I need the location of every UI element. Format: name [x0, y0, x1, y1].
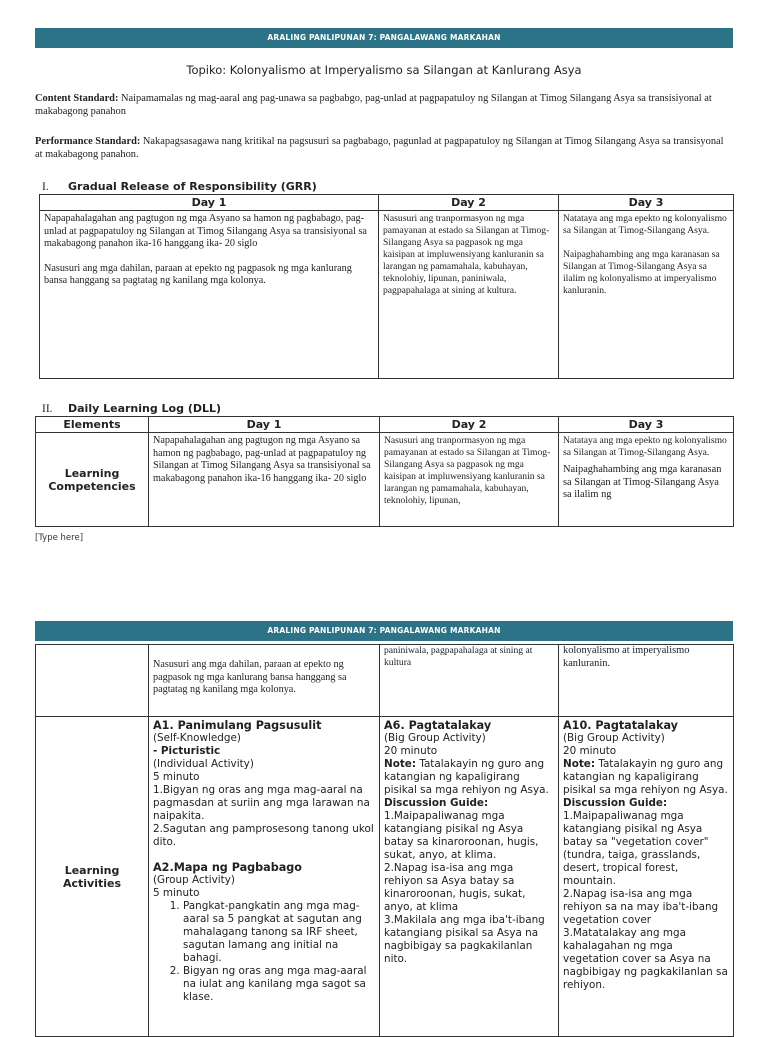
dll-header-elements: Elements [36, 417, 149, 433]
note-text: Tatalakayin ng guro ang katangian ng kapaligirang pisikal sa mga rehiyon ng Asya. [384, 758, 549, 796]
grr-header-day3: Day 3 [559, 195, 734, 211]
section-title: Gradual Release of Responsibility (GRR) [68, 180, 317, 193]
footer-placeholder: [Type here] [35, 533, 84, 543]
content-standard [35, 92, 733, 118]
page-title: Topiko: Kolonyalismo at Imperyalismo sa Silangan at Kanlurang Asya [186, 63, 582, 77]
activities-table [35, 644, 734, 1037]
activity-a1-title: A1. Panimulang Pagsusulit [153, 719, 322, 732]
row-label-learning-activities: Learning Activities [36, 717, 149, 1037]
grr-day2-objective: Nasusuri ang tranpormasyon ng mga pamayanan at estado sa Silangan at Timog- Silangang Asya sa pagpasok ng mga kaisipan at impluwensiyang kanluranin sa larangan ng pamamahala, kabuhayan, teknolohiy, lipunan, paniniwala, pagpapahalaga at sining at kultura. [383, 213, 550, 296]
section-title: Daily Learning Log (DLL) [68, 402, 222, 415]
activity-a1-step2: 2.Sagutan ang pamprosesong tanong ukol dito. [153, 823, 374, 848]
content-standard-text: Naipamamalas ng mag-aaral ang pag-unawa sa pagbabgo, pag-unlad at pagpapatuloy ng Silangan at Timog Silangang Asya sa transisiyonal at makabagong panahon [35, 93, 712, 117]
section-number: I. [42, 181, 49, 193]
activity-a10-guide-1: 1.Maipapaliwanag mga katangiang pisikal ng Asya batay sa "vegetation cover" (tundra, taiga, grasslands, desert, tropical forest, mountain. [563, 810, 709, 887]
activities-day3-cell [559, 717, 734, 1037]
activity-a10-guide-3: 3.Matatalakay ang mga kahalagahan ng mga vegetation cover sa Asya na nagbibigay ng pagkakilanlan sa rehiyon. [563, 927, 728, 991]
continuation-label-cell [36, 645, 149, 717]
grr-day3-cell [559, 211, 734, 379]
continuation-day2-cell [380, 645, 559, 717]
performance-standard-label: Performance Standard: [35, 136, 141, 147]
section-dll-heading [42, 402, 221, 415]
note-text: Tatalakayin ng guro ang katangian ng kapaligirang pisikal sa mga rehiyon ng Asya. [563, 758, 728, 796]
note-label: Note: [384, 758, 417, 770]
dll-day2-cell [380, 433, 559, 527]
activity-a2-time: 5 minuto [153, 887, 200, 899]
dll-day1-objective: Napapahalagahan ang pagtugon ng mga Asyano sa hamon ng pagbabago, pag-unlad at pagpapatuloy ng Silangan at Timog Silangang Asya sa transisiyonal sa makabagong panahon ika-16 hanggang ika- 20 siglo [153, 435, 371, 484]
activity-a6-guide-2: 2.Napag isa-isa ang mga rehiyon sa Asya batay sa kinaroroonan, hugis, sukat, anyo, at klima [384, 862, 526, 913]
activity-a1-time: 5 minuto [153, 771, 200, 783]
activity-a2-steps [153, 900, 375, 1004]
activity-a1-subtype: (Individual Activity) [153, 758, 254, 770]
grr-day2-cell [379, 211, 559, 379]
activity-a1-type: (Self-Knowledge) [153, 732, 241, 744]
activity-a6-guide-label: Discussion Guide: [384, 797, 489, 809]
activity-a6-type: (Big Group Activity) [384, 732, 486, 744]
grr-day1-cell [40, 211, 379, 379]
activity-a2-type: (Group Activity) [153, 874, 235, 886]
dll-table [35, 416, 734, 527]
grr-header-day2: Day 2 [379, 195, 559, 211]
continuation-day3-text: kolonyalismo at imperyalismo kanluranin. [563, 645, 690, 669]
activity-a6-guide-3: 3.Makilala ang mga iba't-ibang katangiang pisikal sa Asya na nagbibigay sa pagkakilanlan nito. [384, 914, 545, 965]
activity-a10-type: (Big Group Activity) [563, 732, 665, 744]
list-item: 2. Bigyan ng oras ang mga mag-aaral na iulat ang kanilang mga sagot sa klase. [183, 965, 375, 1004]
activity-a6-note [384, 758, 554, 797]
continuation-day1-cell [149, 645, 380, 717]
activity-a10-guide-label: Discussion Guide: [563, 797, 668, 809]
grr-header-day1: Day 1 [40, 195, 379, 211]
activity-a10-title: A10. Pagtatalakay [563, 719, 678, 732]
dll-header-day3: Day 3 [559, 417, 734, 433]
dll-day2-objective: Nasusuri ang tranpormasyon ng mga pamayanan at estado sa Silangan at Timog- Silangang Asya sa pagpasok ng mga kaisipan at impluwensiyang kanluranin sa larangan ng pamamahala, kabuhayan, teknolohiy, lipunan, [384, 435, 551, 506]
list-item: 1. Pangkat-pangkatin ang mga mag-aaral sa 5 pangkat at sagutan ang mahalagang tanong sa IRF sheet, sagutan lamang ang initial na bahagi. [183, 900, 375, 965]
dll-day3-objective-1: Natataya ang mga epekto ng kolonyalismo sa Silangan at Timog-Silangang Asya. [563, 435, 727, 458]
continuation-day3-cell [559, 645, 734, 717]
section-number: II. [42, 403, 53, 415]
grr-day3-objective-2: Naipaghahambing ang mga karanasan sa Silangan at Timog-Silangang Asya sa ilalim ng kolonyalismo at imperyalismo kanluranin. [563, 249, 720, 296]
grr-day1-objective-1: Napapahalagahan ang pagtugon ng mga Asyano sa hamon ng pagbabago, pag-unlad at pagpapatuloy ng Silangan at Timog Silangang Asya sa transisiyonal sa makabagong panahon ika-16 hanggang ika- 20 siglo [44, 213, 367, 250]
note-label: Note: [563, 758, 596, 770]
dll-header-day2: Day 2 [380, 417, 559, 433]
continuation-day1-text: Nasusuri ang mga dahilan, paraan at epekto ng pagpasok ng mga kanlurang bansa hanggang sa pagtatag ng kanilang mga kolonya. [153, 659, 347, 696]
activity-a1-subtitle: - Picturistic [153, 745, 221, 757]
dll-header-day1: Day 1 [149, 417, 380, 433]
content-standard-label: Content Standard: [35, 93, 119, 104]
activity-a2-title: A2.Mapa ng Pagbabago [153, 861, 302, 874]
grr-day3-objective-1: Natataya ang mga epekto ng kolonyalismo sa Silangan at Timog-Silangang Asya. [563, 213, 727, 236]
section-grr-heading [42, 180, 317, 193]
activity-a6-guide-1: 1.Maipapaliwanag mga katangiang pisikal ng Asya batay sa kinaroroonan, hugis, sukat, anyo, at klima. [384, 810, 539, 861]
activities-day2-cell [380, 717, 559, 1037]
activities-day1-cell [149, 717, 380, 1037]
dll-day3-objective-2: Naipaghahambing ang mga karanasan sa Silangan at Timog-Silangang Asya sa ilalim ng [563, 464, 722, 501]
performance-standard-text: Nakapagsasagawa nang kritikal na pagsusuri sa pagbabago, pagunlad at pagpapatuloy ng Silangan at Timog Silangang Asya sa transisyonal at makabagong panahon. [35, 136, 724, 160]
activity-a1-step1: 1.Bigyan ng oras ang mga mag-aaral na pagmasdan at suriin ang mga larawan na naipakita. [153, 784, 370, 822]
continuation-day2-text: paniniwala, pagpapahalaga at sining at kultura [384, 645, 533, 668]
activity-a10-time: 20 minuto [563, 745, 617, 757]
grr-table [39, 194, 734, 379]
performance-standard [35, 135, 733, 161]
header-banner-page2: ARALING PANLIPUNAN 7: PANGALAWANG MARKAHAN [35, 621, 733, 641]
activity-a10-note [563, 758, 729, 797]
activity-a6-time: 20 minuto [384, 745, 438, 757]
dll-day3-cell [559, 433, 734, 527]
activity-a10-guide-2: 2.Napag isa-isa ang mga rehiyon sa na may iba't-ibang vegetation cover [563, 888, 719, 926]
dll-day1-cell [149, 433, 380, 527]
activity-a6-title: A6. Pagtatalakay [384, 719, 492, 732]
grr-day1-objective-2: Nasusuri ang mga dahilan, paraan at epekto ng pagpasok ng mga kanlurang bansa hanggang sa pagtatag ng kanilang mga kolonya. [44, 262, 352, 287]
row-label-learning-competencies: Learning Competencies [36, 433, 149, 527]
header-banner: ARALING PANLIPUNAN 7: PANGALAWANG MARKAHAN [35, 28, 733, 48]
